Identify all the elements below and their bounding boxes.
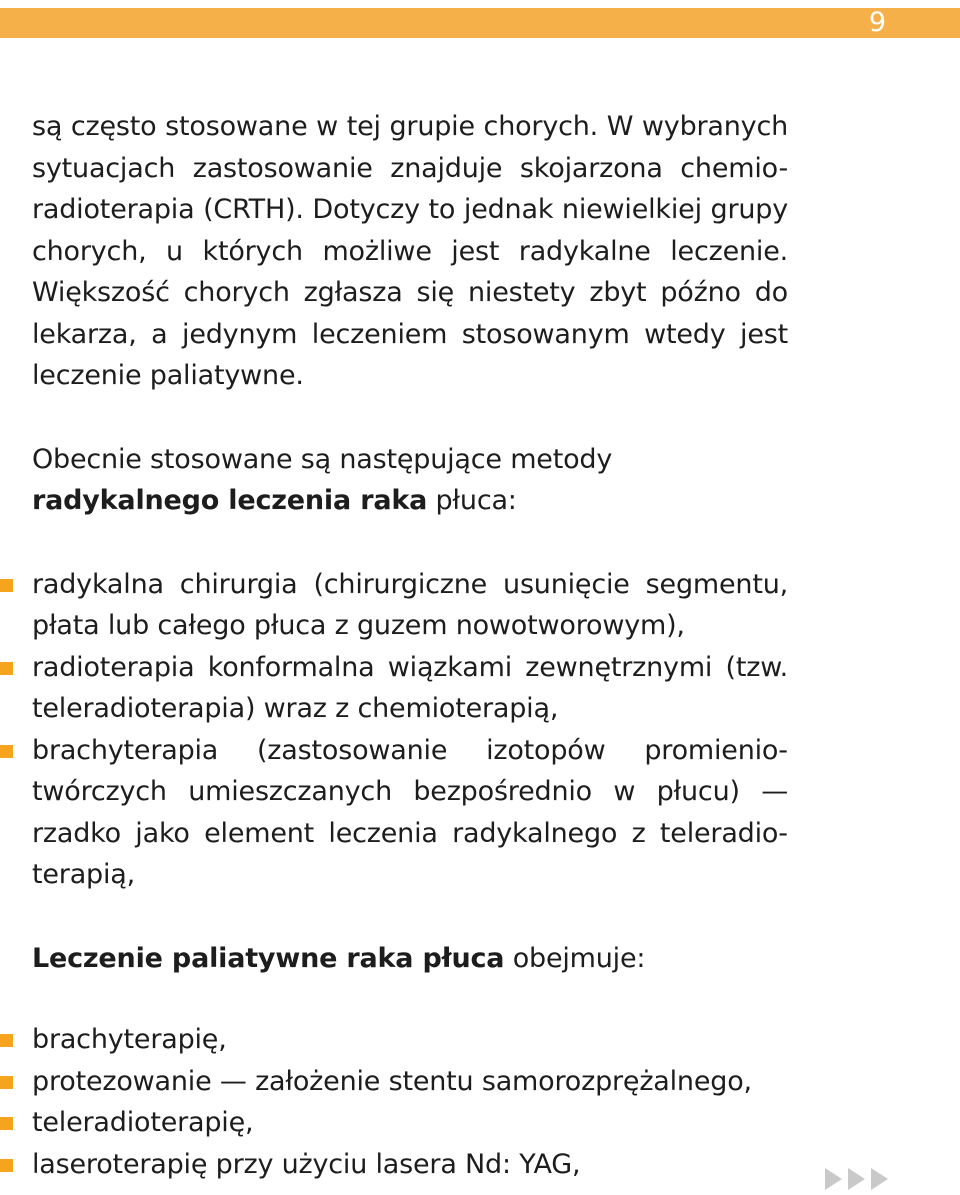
palliative-intro-bold: Leczenie paliatywne raka płuca — [32, 942, 505, 974]
list-item-text: brachyterapia (zastosowanie izotopów promieniotwórczych umieszczanych bezpośrednio w płucu) — rzadko jako element leczenia radykalnego z teleradioterapią, — [32, 734, 788, 890]
radical-intro-lead: Obecnie stosowane są następujące metody — [32, 443, 613, 475]
square-bullet-icon — [0, 1159, 13, 1172]
list-item-text: radioterapia konformalna wiązkami zewnętrznymi (tzw. teleradioterapia) wraz z chemioterapią, — [32, 651, 788, 724]
list-item — [32, 564, 788, 647]
square-bullet-icon — [0, 1076, 13, 1089]
radical-methods-list — [32, 564, 788, 896]
arrow-right-icon — [825, 1168, 842, 1190]
square-bullet-icon — [0, 579, 13, 592]
square-bullet-icon — [0, 662, 13, 675]
arrow-right-icon — [871, 1168, 888, 1190]
continue-arrows-icon — [825, 1167, 888, 1191]
palliative-methods-list — [32, 1019, 788, 1185]
list-item — [32, 1102, 788, 1144]
square-bullet-icon — [0, 1117, 13, 1130]
list-item-text: radykalna chirurgia (chirurgiczne usunięcie segmentu, płata lub całego płuca z guzem nowotworowym), — [32, 568, 788, 641]
square-bullet-icon — [0, 745, 13, 758]
list-item-text: teleradioterapię, — [32, 1107, 254, 1138]
list-item — [32, 1019, 788, 1061]
square-bullet-icon — [0, 1034, 13, 1047]
intro-paragraph: są często stosowane w tej grupie chorych. W wybranych sytuacjach zastosowanie znajduje skojarzona chemio-radioterapia (CRTH). Dotyczy to jednak niewielkiej grupy chorych, u których możliwe jest radykalne leczenie. Większość chorych zgłasza się niestety zbyt późno do lekarza, a jedynym leczeniem stosowanym wtedy jest leczenie paliatywne. — [32, 111, 788, 391]
list-item — [32, 1144, 788, 1186]
radical-intro-tail: płuca: — [427, 485, 517, 516]
palliative-intro-tail: obejmuje: — [504, 942, 646, 974]
radical-treatment-intro — [32, 439, 788, 522]
list-item-text: laseroterapię przy użyciu lasera Nd: YAG, — [32, 1148, 581, 1180]
list-item — [32, 1061, 788, 1103]
page-content — [32, 106, 788, 1185]
list-item-text: brachyterapię, — [32, 1024, 227, 1055]
list-item — [32, 647, 788, 730]
arrow-right-icon — [848, 1168, 865, 1190]
page-header-bar — [0, 8, 960, 38]
radical-intro-bold: radykalnego leczenia raka — [32, 485, 428, 516]
list-item — [32, 730, 788, 896]
list-item-text: protezowanie — założenie stentu samorozprężalnego, — [32, 1065, 752, 1097]
palliative-treatment-intro — [32, 938, 788, 980]
page-number: 9 — [868, 7, 886, 38]
